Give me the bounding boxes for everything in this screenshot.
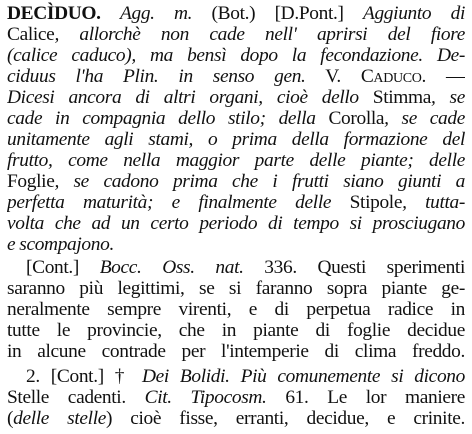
text-run: Calice [7, 24, 55, 45]
text-run: Foglie [7, 171, 55, 192]
text-run: ciduus l'ha Plin. in senso gen. [7, 66, 306, 87]
text-run: , tutta- [402, 192, 465, 213]
text-run: 61. Le lor maniere [266, 387, 465, 408]
text-run: (calice caduco) [7, 45, 132, 66]
text-run: cade in compagnia dello stilo; della [7, 108, 329, 129]
text-run: V. [305, 66, 361, 87]
text-run: , se cadono prima che i frutti siano giunti a [54, 171, 465, 192]
text-run: ( [7, 408, 14, 429]
text-run: frutto, come nella maggior parte delle piante; delle [7, 150, 465, 171]
text-run: 2. [Cont.] † [26, 366, 142, 387]
text-run: Stelle cadenti. [7, 387, 145, 408]
text-run: . — [421, 66, 465, 87]
text-run: (Bot.) [D.Pont.] [192, 3, 363, 24]
text-run: Dei Bolidi. Più comunemente si dicono [141, 366, 465, 387]
text-run: , ma bensì dopo la fecondazione. De- [131, 45, 465, 66]
text-run: neralmente sempre virenti, e di perpetua radice in [7, 299, 465, 320]
text-run: 336. Questi sperimenti [243, 257, 465, 278]
text-run: Dicesi ancora di altri organi, cioè dello [7, 87, 373, 108]
text-run: , allorchè non cade nell' aprirsi del fiore [54, 24, 465, 45]
text-run: e scompajono. [7, 234, 114, 255]
text-run: Agg. m. [119, 3, 193, 24]
text-line [7, 339, 465, 364]
text-run: Bocc. Oss. nat. [99, 257, 244, 278]
text-run: in alcune contrade per l'intemperie di clima freddo. [7, 341, 465, 362]
text-run: DECÌDUO. [7, 3, 120, 24]
text-run: Caduco [360, 66, 422, 87]
text-run: Stipole [349, 192, 403, 213]
text-run: delle stelle [13, 408, 107, 429]
text-run: , se [431, 87, 465, 108]
text-run: Cit. Tipocosm. [144, 387, 267, 408]
text-run: unitamente agli stami, o prima della formazione del [7, 129, 465, 150]
text-run: saranno più legittimi, se si faranno sopra piante ge- [7, 278, 465, 299]
text-run: [Cont.] [26, 257, 100, 278]
text-run: Aggiunto di [362, 3, 465, 24]
text-run: volta che ad un certo periodo di tempo si prosciugano [7, 213, 465, 234]
text-run: perfetta maturità; e finalmente delle [7, 192, 350, 213]
text-line [7, 232, 465, 257]
text-run: ) cioè fisse, erranti, decidue, e crinite. [106, 408, 465, 429]
text-run: Stimma [372, 87, 432, 108]
text-run: Corolla [328, 108, 385, 129]
text-run: tutte le provincie, che in piante di foglie decidue [7, 320, 465, 341]
text-line [7, 406, 465, 431]
text-run: , se cade [384, 108, 465, 129]
